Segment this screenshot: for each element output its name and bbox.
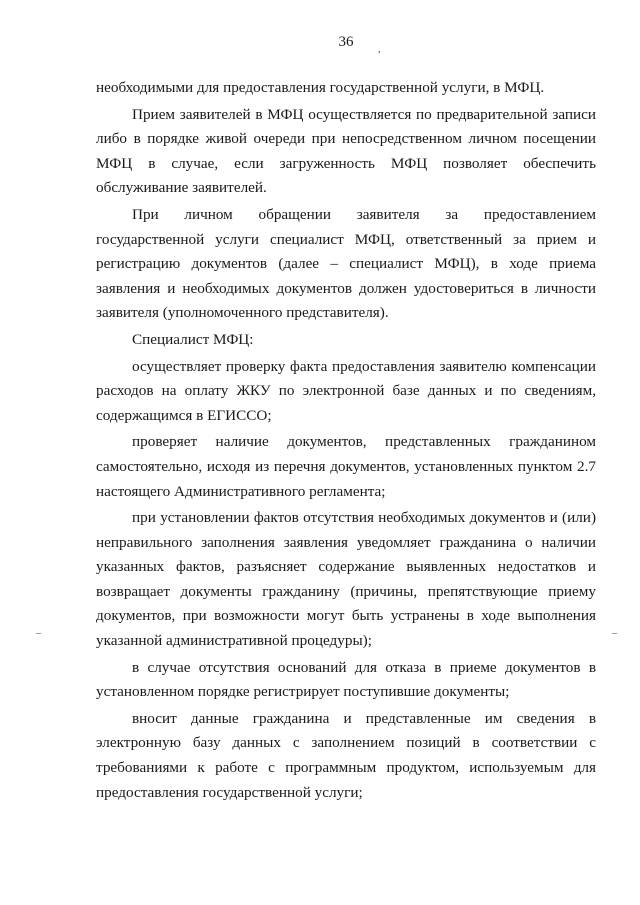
- paragraph-continuation: необходимыми для предоставления государственной услуги, в МФЦ.: [96, 79, 545, 96]
- list-item-register-documents: в случае отсутствия оснований для отказа в приеме документов в установленном порядке регистрирует поступившие документы;: [96, 658, 596, 701]
- page-number: 36: [338, 34, 354, 50]
- document-body: [96, 76, 596, 805]
- scan-speck: –: [612, 628, 617, 639]
- scan-speck: ,: [378, 44, 381, 55]
- scan-speck: –: [36, 628, 41, 639]
- paragraph-specialist-heading: Специалист МФЦ:: [132, 330, 254, 348]
- list-item-check-documents: проверяет наличие документов, представленных гражданином самостоятельно, исходя из перечня документов, установленных пунктом 2.7 настоящего Административного регламента;: [96, 433, 596, 500]
- paragraph-personal-visit: При личном обращении заявителя за предоставлением государственной услуги специалист МФЦ, ответственный за прием и регистрацию документов (далее – специалист МФЦ), в ходе приема заявления и необходимых документов должен удостовериться в личности заявителя (уполномоченного представителя).: [96, 205, 596, 322]
- paragraph-reception: Прием заявителей в МФЦ осуществляется по предварительной записи либо в порядке живой очереди при непосредственном личном посещении МФЦ в случае, если загруженность МФЦ позволяет обеспечить обслуживание заявителей.: [96, 105, 596, 197]
- list-item-enter-data: вносит данные гражданина и представленные им сведения в электронную базу данных с заполнением позиций в соответствии с требованиями к работе с программным продуктом, используемым для предоставления государственной услуги;: [96, 709, 596, 801]
- list-item-missing-documents: при установлении фактов отсутствия необходимых документов и (или) неправильного заполнения заявления уведомляет гражданина о наличии указанных фактов, разъясняет содержание выявленных недостатков и возвращает документы гражданину (причины, препятствующие приему документов, при возможности могут быть устранены в ходе выполнения указанной административной процедуры);: [96, 509, 596, 650]
- list-item-check-compensation: осуществляет проверку факта предоставления заявителю компенсации расходов на оплату ЖКУ по электронной базе данных и по сведениям, содержащимся в ЕГИССО;: [96, 357, 596, 424]
